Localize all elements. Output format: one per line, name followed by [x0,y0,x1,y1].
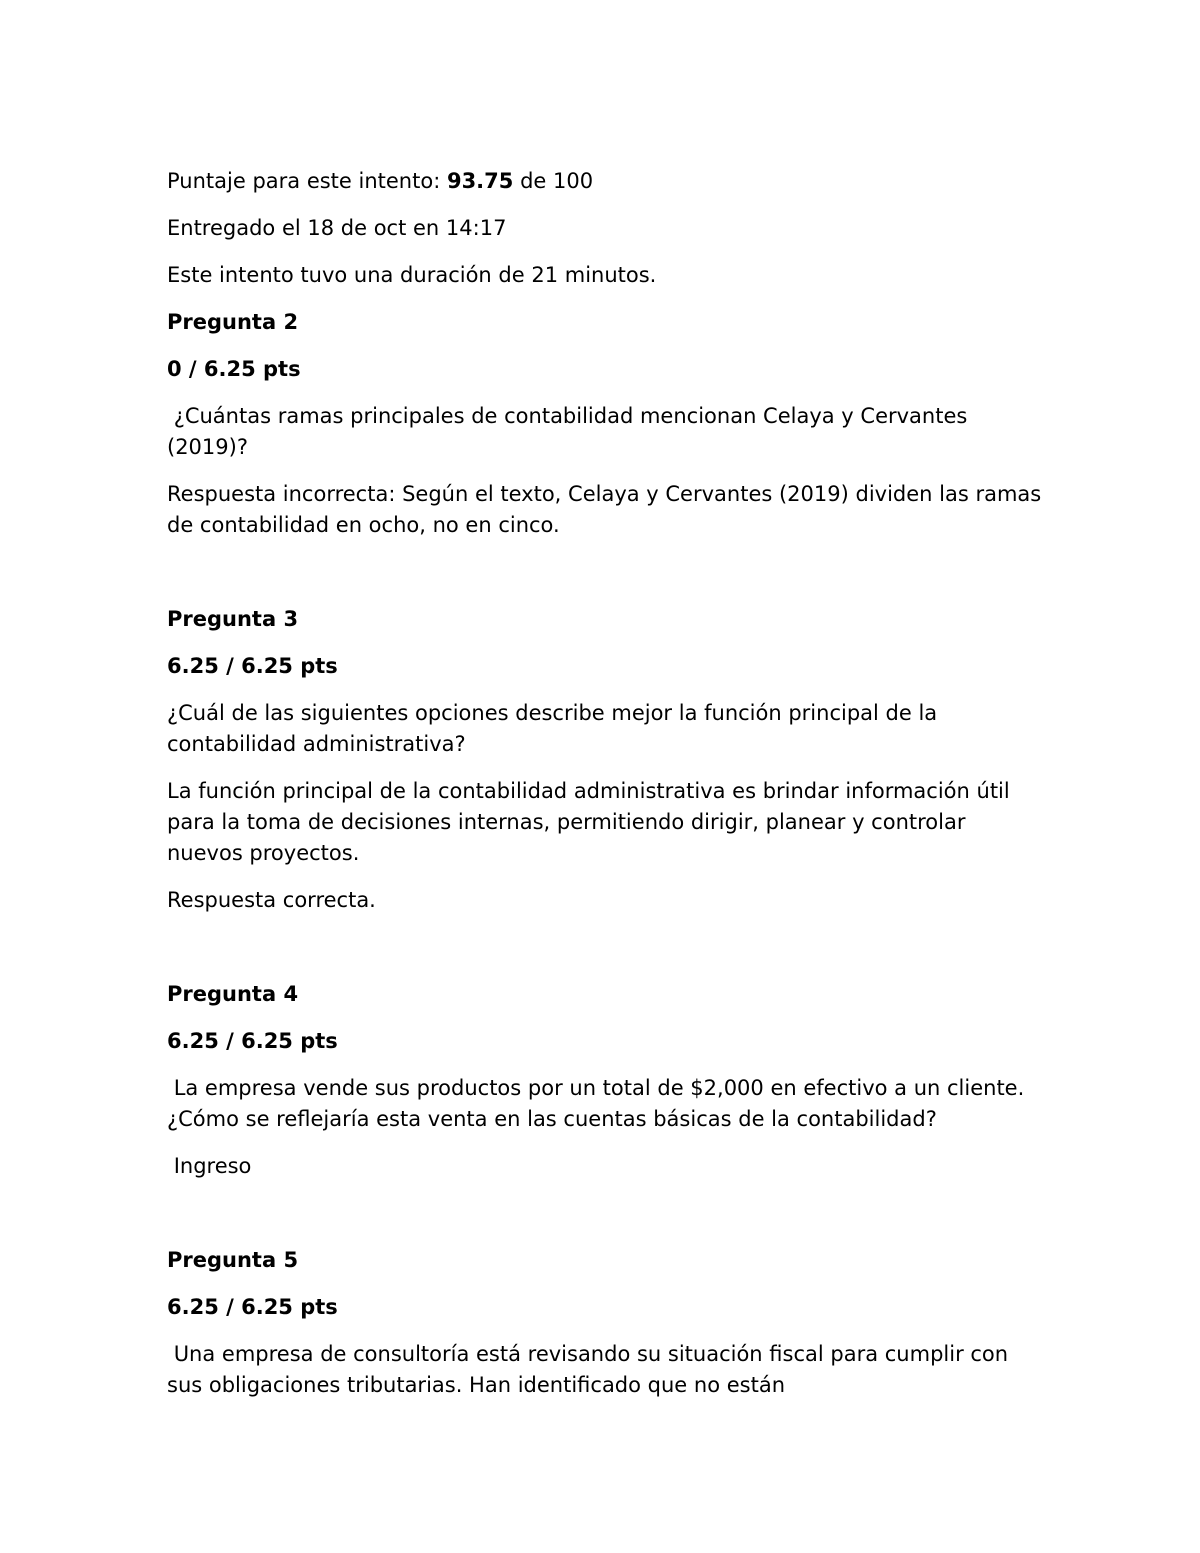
question-4-title: Pregunta 4 [167,982,299,1006]
question-5-title: Pregunta 5 [167,1248,299,1272]
score-prefix: Puntaje para este intento: [167,169,447,193]
question-4-text: La empresa vende sus productos por un total de $2,000 en efectivo a un cliente. ¿Cómo se reflejaría esta venta en las cuentas básicas de la contabilidad? [167,1076,1031,1131]
question-3-text: ¿Cuál de las siguientes opciones describe mejor la función principal de la contabilidad administrativa? [167,701,944,756]
document-page [167,166,1047,1401]
question-5-points: 6.25 / 6.25 pts [167,1295,338,1319]
question-4-answer: Ingreso [167,1154,252,1178]
question-3-feedback: Respuesta correcta. [167,888,376,912]
duration-line: Este intento tuvo una duración de 21 minutos. [167,263,657,287]
score-line [167,166,1047,197]
question-3-points: 6.25 / 6.25 pts [167,654,338,678]
question-2-points: 0 / 6.25 pts [167,357,301,381]
score-suffix: de 100 [513,169,594,193]
question-2-text: ¿Cuántas ramas principales de contabilidad mencionan Celaya y Cervantes (2019)? [167,404,975,459]
question-3-answer: La función principal de la contabilidad administrativa es brindar información útil para la toma de decisiones internas, permitiendo dirigir, planear y controlar nuevos proyectos. [167,779,1017,865]
score-value: 93.75 [446,169,514,193]
submitted-line: Entregado el 18 de oct en 14:17 [167,216,507,240]
question-5-text: Una empresa de consultoría está revisando su situación fiscal para cumplir con sus obligaciones tributarias. Han identificado que no están [167,1342,1015,1397]
question-4-points: 6.25 / 6.25 pts [167,1029,338,1053]
question-2-answer: Respuesta incorrecta: Según el texto, Celaya y Cervantes (2019) dividen las ramas de contabilidad en ocho, no en cinco. [167,482,1048,537]
question-2-title: Pregunta 2 [167,310,299,334]
question-3-title: Pregunta 3 [167,607,299,631]
